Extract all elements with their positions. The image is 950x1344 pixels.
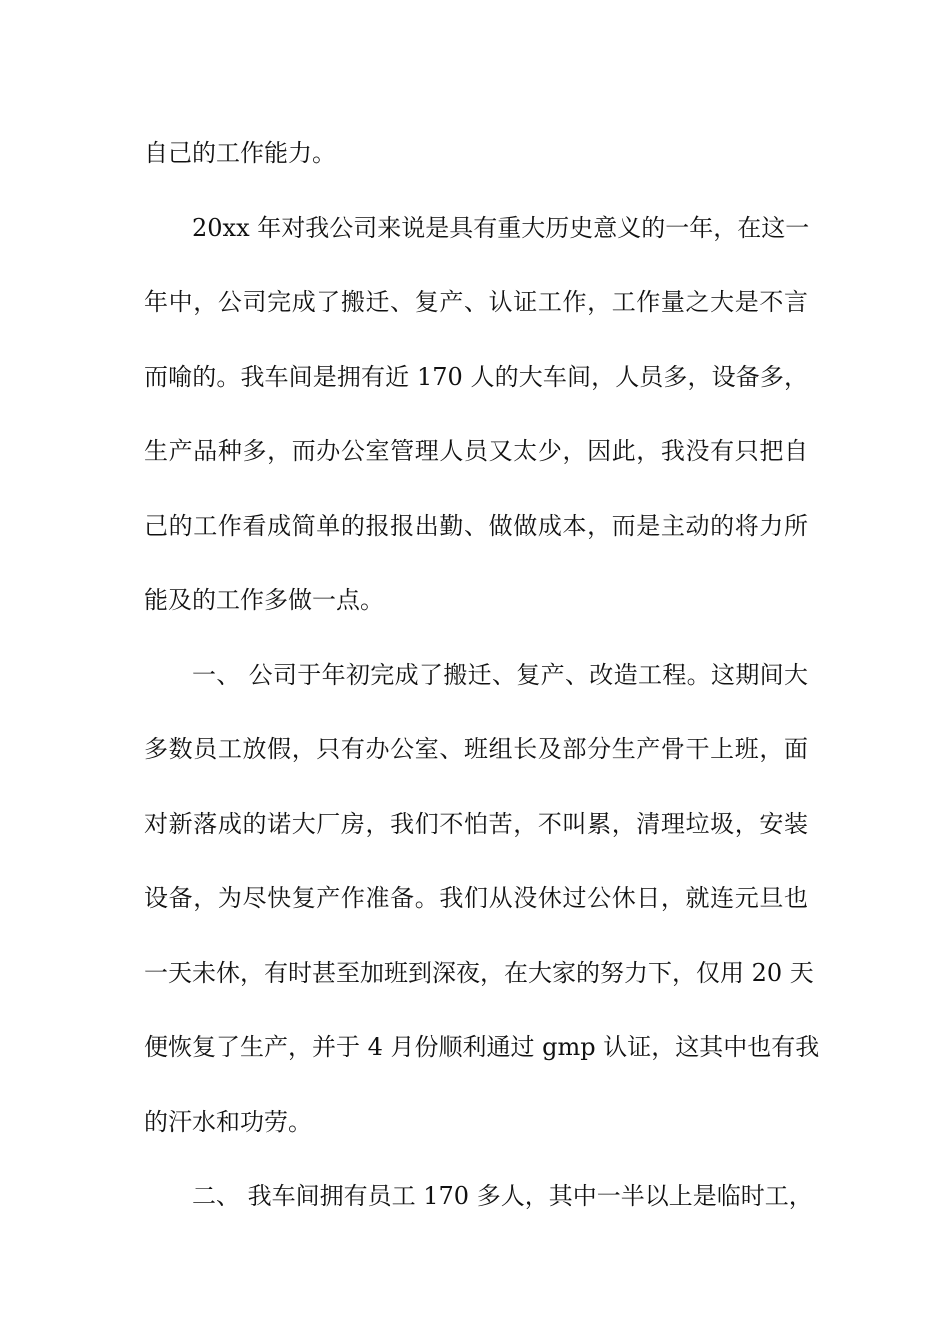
text-line: 年中，公司完成了搬迁、复产、认证工作，工作量之大是不言 — [144, 288, 808, 316]
text-line: 己的工作看成简单的报报出勤、做做成本，而是主动的将力所 — [144, 511, 808, 540]
text-line: 设备，为尽快复产作准备。我们从没休过公休日，就连元旦也 — [144, 884, 808, 912]
text-line: 便恢复了生产，并于 4 月份顺利通过 gmp 认证，这其中也有我 — [144, 1033, 820, 1061]
text-line: 生产品种多，而办公室管理人员又太少，因此，我没有只把自 — [144, 437, 808, 465]
text-line: 的汗水和功劳。 — [144, 1107, 312, 1136]
text-line: 多数员工放假，只有办公室、班组长及部分生产骨干上班，面 — [144, 735, 808, 763]
document-body — [144, 128, 820, 1246]
text-line: 20xx 年对我公司来说是具有重大历史意义的一年，在这一 — [192, 213, 810, 242]
text-line: 一、 公司于年初完成了搬迁、复产、改造工程。这期间大 — [192, 660, 808, 689]
text-line: 自己的工作能力。 — [144, 139, 336, 167]
text-line: 对新落成的诺大厂房，我们不怕苦，不叫累，清理垃圾，安装 — [144, 809, 808, 838]
text-line: 二、 我车间拥有员工 170 多人，其中一半以上是临时工， — [192, 1182, 813, 1210]
text-line: 能及的工作多做一点。 — [144, 586, 384, 614]
text-line: 一天未休，有时甚至加班到深夜，在大家的努力下，仅用 20 天 — [144, 958, 814, 987]
text-line: 而喻的。我车间是拥有近 170 人的大车间，人员多，设备多， — [144, 362, 808, 391]
